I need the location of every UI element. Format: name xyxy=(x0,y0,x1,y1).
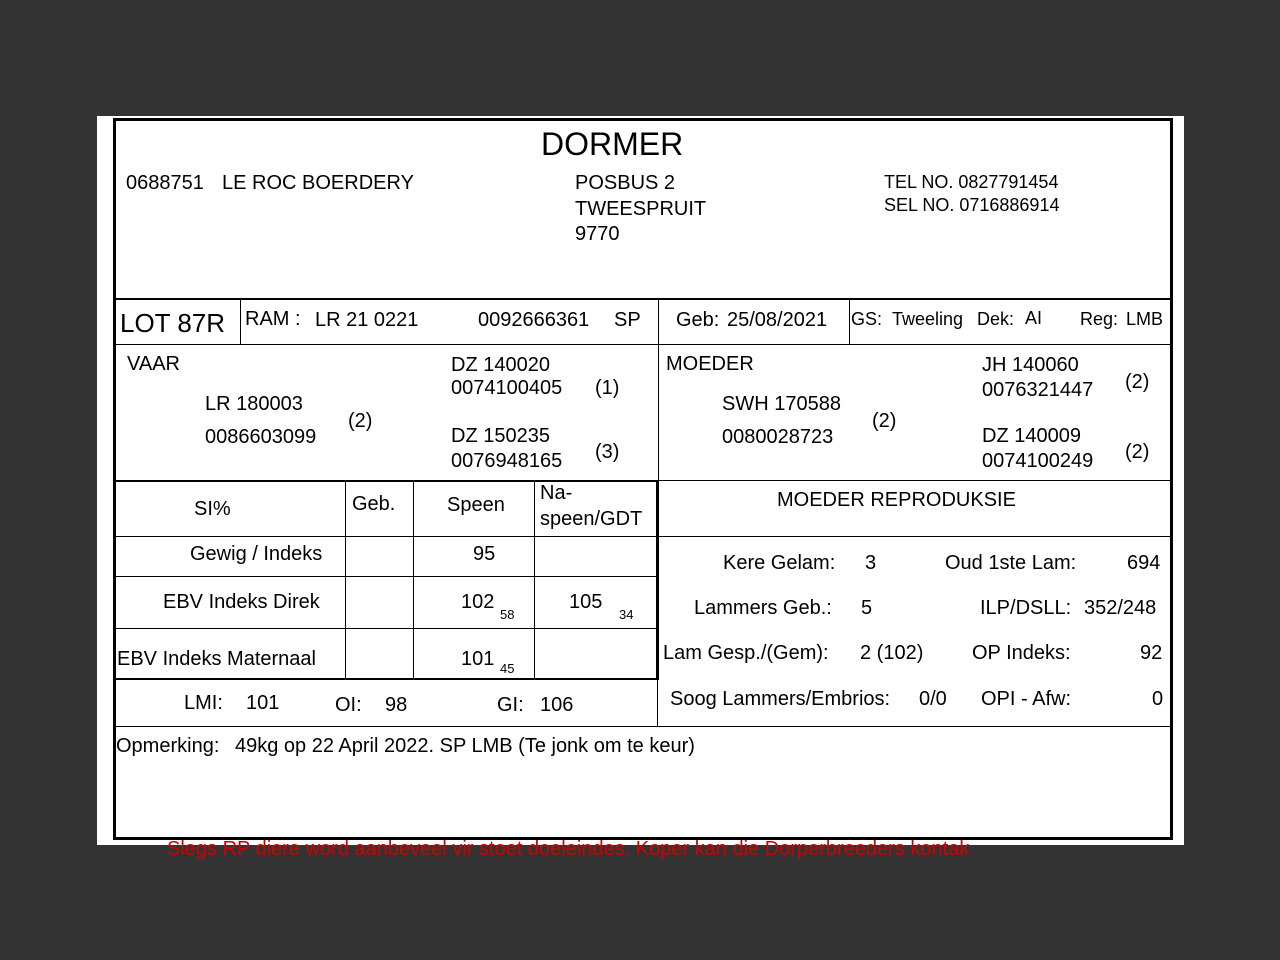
ilp-label: ILP/DSLL: xyxy=(980,597,1072,619)
divider xyxy=(534,482,535,679)
address-line-1: POSBUS 2 xyxy=(575,172,676,194)
direk-naspeen-value: 105 xyxy=(569,591,603,613)
tel-number: TEL NO. 0827791454 xyxy=(884,172,1059,192)
sire-code: (2) xyxy=(348,410,373,432)
dam-label: MOEDER xyxy=(666,353,754,375)
dam-dam-code: (2) xyxy=(1125,441,1150,463)
maternaal-speen-accuracy: 45 xyxy=(500,661,515,676)
oud-value: 694 xyxy=(1127,552,1161,574)
sire-sire-id: DZ 140020 xyxy=(451,354,550,376)
lam-gesp-value: 2 (102) xyxy=(860,642,924,664)
row-label-gewig: Gewig / Indeks xyxy=(190,543,323,565)
col-header-naspeen-2: speen/GDT xyxy=(540,508,643,530)
divider xyxy=(657,680,658,726)
dek-value: AI xyxy=(1025,308,1043,328)
divider xyxy=(113,536,1173,537)
divider xyxy=(113,576,659,577)
remark-label: Opmerking: xyxy=(116,735,220,757)
opi-label: OPI - Afw: xyxy=(981,688,1072,710)
birth-date: 25/08/2021 xyxy=(727,309,828,331)
birth-label: Geb: xyxy=(676,309,720,331)
sire-label: VAAR xyxy=(127,353,180,375)
dam-sire-id: JH 140060 xyxy=(982,354,1079,376)
lot-number: LOT 87R xyxy=(120,308,226,338)
dam-code: (2) xyxy=(872,410,897,432)
ram-id: LR 21 0221 xyxy=(315,309,419,331)
sire-dam-id: DZ 150235 xyxy=(451,425,550,447)
gs-value: Tweeling xyxy=(892,309,964,329)
divider xyxy=(113,628,659,629)
remark-text: 49kg op 22 April 2022. SP LMB (Te jonk om te keur) xyxy=(235,735,695,757)
divider xyxy=(413,482,414,679)
gi-value: 106 xyxy=(540,694,574,716)
lammers-label: Lammers Geb.: xyxy=(694,597,832,619)
sire-sire-code: (1) xyxy=(595,377,620,399)
breed-title: DORMER xyxy=(541,126,684,162)
col-header-speen: Speen xyxy=(447,494,505,516)
divider xyxy=(240,300,241,345)
col-header-geb: Geb. xyxy=(352,493,396,515)
ilp-value: 352/248 xyxy=(1084,597,1157,619)
row-label-ebv-maternaal: EBV Indeks Maternaal xyxy=(117,648,316,670)
lmi-label: LMI: xyxy=(184,692,223,714)
dek-label: Dek: xyxy=(977,309,1015,329)
gi-label: GI: xyxy=(497,694,524,716)
address-line-2: TWEESPRUIT xyxy=(575,198,707,220)
dam-number: 0080028723 xyxy=(722,426,834,448)
ram-label: RAM : xyxy=(245,308,301,330)
ram-number: 0092666361 xyxy=(478,309,590,331)
reg-label: Reg: xyxy=(1080,309,1119,329)
oi-value: 98 xyxy=(385,694,408,716)
dam-sire-number: 0076321447 xyxy=(982,379,1094,401)
oud-label: Oud 1ste Lam: xyxy=(945,552,1077,574)
direk-naspeen-accuracy: 34 xyxy=(619,607,634,622)
divider xyxy=(658,344,659,480)
col-header-si: SI% xyxy=(194,498,231,520)
divider xyxy=(656,482,659,679)
divider xyxy=(849,300,850,345)
catalogue-card xyxy=(97,116,1184,860)
kere-gelam-value: 3 xyxy=(865,552,877,574)
kere-gelam-label: Kere Gelam: xyxy=(723,552,836,574)
reproduction-title: MOEDER REPRODUKSIE xyxy=(777,489,1016,511)
address-line-3: 9770 xyxy=(575,223,620,245)
maternaal-speen-value: 101 xyxy=(461,648,495,670)
gs-label: GS: xyxy=(851,309,883,329)
soog-label: Soog Lammers/Embrios: xyxy=(670,688,891,710)
divider xyxy=(659,480,1173,481)
gewig-speen-value: 95 xyxy=(473,543,496,565)
divider xyxy=(345,482,346,679)
col-header-naspeen-1: Na- xyxy=(540,482,573,504)
divider xyxy=(658,300,659,345)
sire-dam-number: 0076948165 xyxy=(451,450,563,472)
footer-note: Slegs RP diere word aanbeveel vir stoet doeleindes. Koper kan die Dorperbreeders kontak xyxy=(167,838,970,860)
card-border xyxy=(113,118,1173,840)
direk-speen-value: 102 xyxy=(461,591,495,613)
dam-dam-id: DZ 140009 xyxy=(982,425,1081,447)
op-value: 92 xyxy=(1140,642,1163,664)
sire-number: 0086603099 xyxy=(205,426,317,448)
divider xyxy=(113,480,659,482)
breeder-number: 0688751 xyxy=(126,172,204,194)
lam-gesp-label: Lam Gesp./(Gem): xyxy=(663,642,829,664)
opi-value: 0 xyxy=(1152,688,1164,710)
oi-label: OI: xyxy=(335,694,362,716)
divider xyxy=(113,726,1173,727)
dam-dam-number: 0074100249 xyxy=(982,450,1094,472)
direk-speen-accuracy: 58 xyxy=(500,607,515,622)
soog-value: 0/0 xyxy=(919,688,947,710)
lmi-value: 101 xyxy=(246,692,280,714)
divider xyxy=(113,678,659,680)
breeder-name: LE ROC BOERDERY xyxy=(222,172,414,194)
lammers-value: 5 xyxy=(861,597,873,619)
reg-value: LMB xyxy=(1126,309,1164,329)
divider xyxy=(113,298,1173,300)
op-label: OP Indeks: xyxy=(972,642,1071,664)
sire-id: LR 180003 xyxy=(205,393,303,415)
dam-sire-code: (2) xyxy=(1125,371,1150,393)
ram-grade: SP xyxy=(614,309,641,331)
sire-dam-code: (3) xyxy=(595,441,620,463)
sire-sire-number: 0074100405 xyxy=(451,377,563,399)
dam-id: SWH 170588 xyxy=(722,393,841,415)
divider xyxy=(113,344,1173,345)
sel-number: SEL NO. 0716886914 xyxy=(884,195,1060,215)
row-label-ebv-direk: EBV Indeks Direk xyxy=(163,591,320,613)
